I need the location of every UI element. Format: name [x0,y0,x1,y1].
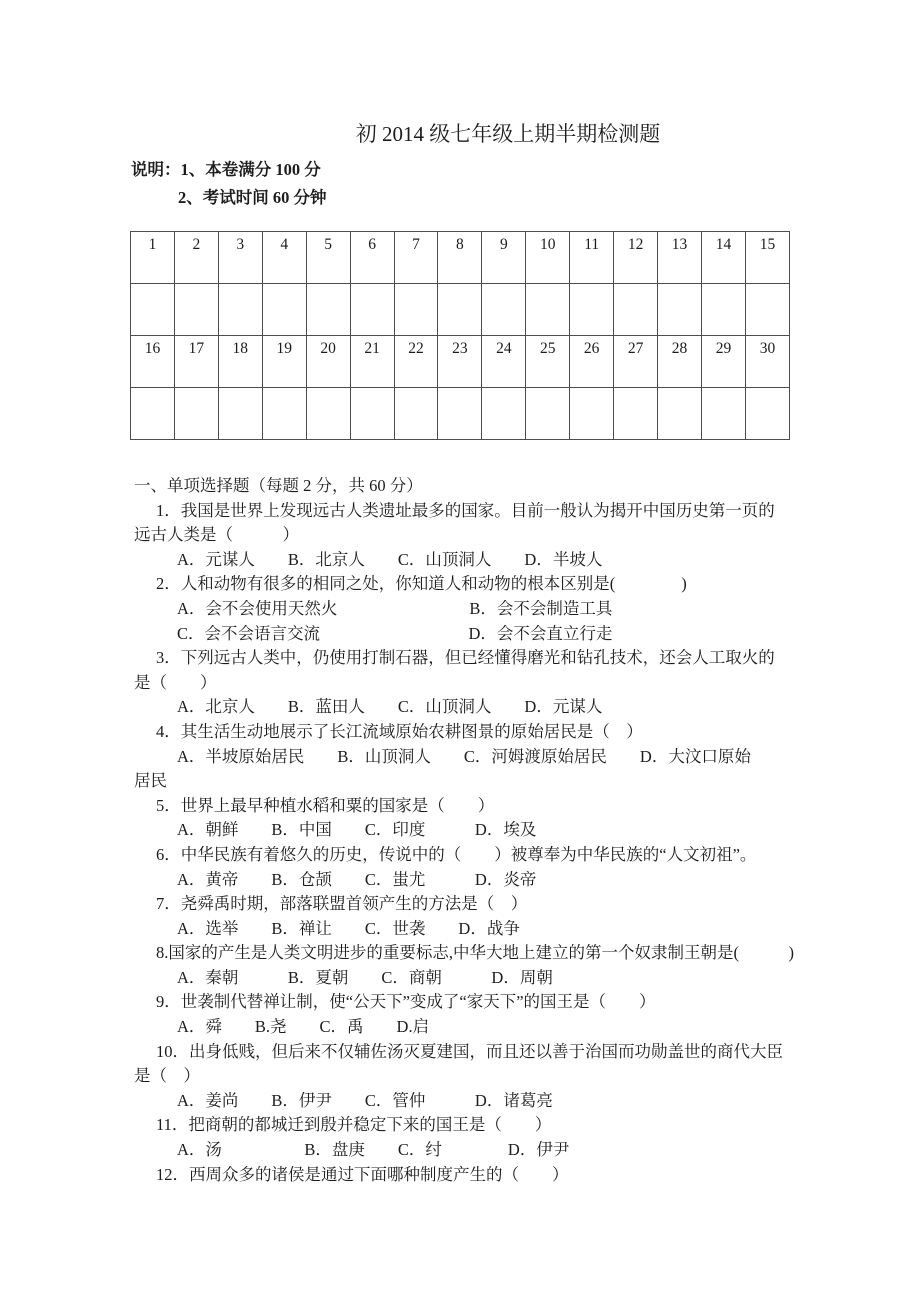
question-8 [130,941,850,990]
answer-cell [262,284,306,336]
question-5-stem-line-1: 5．世界上最早种植水稻和粟的国家是（ ） [156,795,495,815]
answer-cell [131,388,175,440]
question-2-options-line-2: C．会不会语言交流 D．会不会直立行走 [177,623,613,643]
question-2-options-line-1: A．会不会使用天然火 B．会不会制造工具 [177,598,613,618]
note-line-2: 2、考试时间 60 分钟 [178,188,327,207]
question-number-cell: 1 [131,232,175,284]
answer-cell [218,388,262,440]
question-section [130,474,850,1187]
question-number-cell: 2 [174,232,218,284]
answer-cell [394,388,438,440]
question-3-stem-line-2: 是（ ） [134,672,217,692]
question-number-cell: 6 [350,232,394,284]
answer-cell [482,284,526,336]
question-number-cell: 15 [745,232,789,284]
question-10-stem-line-1: 10．出身低贱，但后来不仅辅佐汤灭夏建国，而且还以善于治国而功勋盖世的商代大臣 [156,1041,783,1061]
exam-notes [131,156,327,212]
question-4-options-line-2: 居民 [134,771,167,791]
question-9-options: A．舜 B.尧 C．禹 D.启 [177,1017,430,1037]
question-number-cell: 29 [701,336,745,388]
question-number-cell: 14 [701,232,745,284]
question-11-stem-line-1: 11．把商朝的都城迁到殷并稳定下来的国王是（ ） [156,1115,552,1135]
question-8-stem-line-1: 8.国家的产生是人类文明进步的重要标志,中华大地上建立的第一个奴隶制王朝是( ) [156,943,794,963]
question-2 [130,572,850,646]
note-line-1: 说明：1、本卷满分 100 分 [131,160,321,179]
question-9 [130,990,850,1039]
answer-cell [745,284,789,336]
question-4-options-line-1: A．半坡原始居民 B．山顶洞人 C．河姆渡原始居民 D．大汶口原始 [177,746,751,766]
question-3 [130,646,850,720]
answer-table-blank-row-2 [131,388,790,440]
answer-cell [745,388,789,440]
question-number-cell: 25 [526,336,570,388]
exam-title: 初 2014 级七年级上期半期检测题 [355,122,661,146]
question-10 [130,1040,850,1114]
answer-cell [614,388,658,440]
answer-table-number-row-1 [131,232,790,284]
question-6 [130,843,850,892]
answer-table-blank-row-1 [131,284,790,336]
answer-cell [306,388,350,440]
question-7 [130,892,850,941]
question-number-cell: 26 [570,336,614,388]
answer-cell [526,388,570,440]
question-4 [130,720,850,794]
answer-cell [701,388,745,440]
question-number-cell: 5 [306,232,350,284]
question-1 [130,499,850,573]
answer-cell [174,388,218,440]
question-number-cell: 7 [394,232,438,284]
question-number-cell: 4 [262,232,306,284]
question-number-cell: 27 [614,336,658,388]
answer-cell [614,284,658,336]
question-number-cell: 17 [174,336,218,388]
question-11 [130,1113,850,1162]
question-6-stem-line-1: 6．中华民族有着悠久的历史，传说中的（ ）被尊奉为中华民族的“人文初祖”。 [156,844,757,864]
answer-table-number-row-2 [131,336,790,388]
question-12-stem-line-1: 12．西周众多的诸侯是通过下面哪种制度产生的（ ） [156,1164,569,1184]
question-number-cell: 18 [218,336,262,388]
answer-cell [306,284,350,336]
answer-cell [218,284,262,336]
question-number-cell: 21 [350,336,394,388]
question-11-options: A．汤 B．盘庚 C．纣 D．伊尹 [177,1140,570,1160]
question-7-options: A．选举 B．禅让 C．世袭 D．战争 [177,918,520,938]
question-5-options: A．朝鲜 B．中国 C．印度 D．埃及 [177,820,537,840]
answer-cell [482,388,526,440]
question-10-stem-line-2: 是（ ） [134,1066,200,1086]
question-number-cell: 23 [438,336,482,388]
answer-cell [570,388,614,440]
answer-cell [658,284,702,336]
answer-cell [701,284,745,336]
section-heading: 一、单项选择题（每题 2 分，共 60 分） [134,476,423,495]
answer-cell [174,284,218,336]
question-10-options: A．姜尚 B．伊尹 C．管仲 D．诸葛亮 [177,1090,553,1110]
question-8-options: A．秦朝 B．夏朝 C．商朝 D．周朝 [177,967,553,987]
question-12 [130,1163,850,1188]
question-number-cell: 9 [482,232,526,284]
question-3-options: A．北京人 B．蓝田人 C．山顶洞人 D．元谋人 [177,697,603,717]
question-number-cell: 30 [745,336,789,388]
question-6-options: A．黄帝 B．仓颉 C．蚩尤 D．炎帝 [177,869,537,889]
question-number-cell: 8 [438,232,482,284]
question-number-cell: 19 [262,336,306,388]
question-number-cell: 11 [570,232,614,284]
answer-cell [438,388,482,440]
question-1-options: A．元谋人 B．北京人 C．山顶洞人 D．半坡人 [177,549,603,569]
question-4-stem-line-1: 4．其生活生动地展示了长江流域原始农耕图景的原始居民是（ ） [156,721,643,741]
question-number-cell: 16 [131,336,175,388]
answer-cell [262,388,306,440]
question-number-cell: 20 [306,336,350,388]
answer-table [130,231,790,440]
answer-cell [526,284,570,336]
question-5 [130,794,850,843]
answer-cell [350,388,394,440]
question-number-cell: 13 [658,232,702,284]
question-1-stem-line-1: 1．我国是世界上发现远古人类遗址最多的国家。目前一般认为揭开中国历史第一页的 [156,500,775,520]
question-number-cell: 28 [658,336,702,388]
answer-cell [438,284,482,336]
question-7-stem-line-1: 7．尧舜禹时期，部落联盟首领产生的方法是（ ） [156,894,528,914]
answer-cell [658,388,702,440]
question-number-cell: 22 [394,336,438,388]
question-9-stem-line-1: 9．世袭制代替禅让制，使“公天下”变成了“家天下”的国王是（ ） [156,992,656,1012]
question-number-cell: 3 [218,232,262,284]
question-number-cell: 10 [526,232,570,284]
question-2-stem-line-1: 2．人和动物有很多的相同之处，你知道人和动物的根本区别是( ) [156,574,687,594]
question-1-stem-line-2: 远古人类是（ ） [134,525,299,545]
answer-cell [570,284,614,336]
question-number-cell: 12 [614,232,658,284]
answer-cell [350,284,394,336]
answer-cell [394,284,438,336]
answer-cell [131,284,175,336]
question-3-stem-line-1: 3．下列远古人类中，仍使用打制石器，但已经懂得磨光和钻孔技术，还会人工取火的 [156,648,775,668]
question-number-cell: 24 [482,336,526,388]
